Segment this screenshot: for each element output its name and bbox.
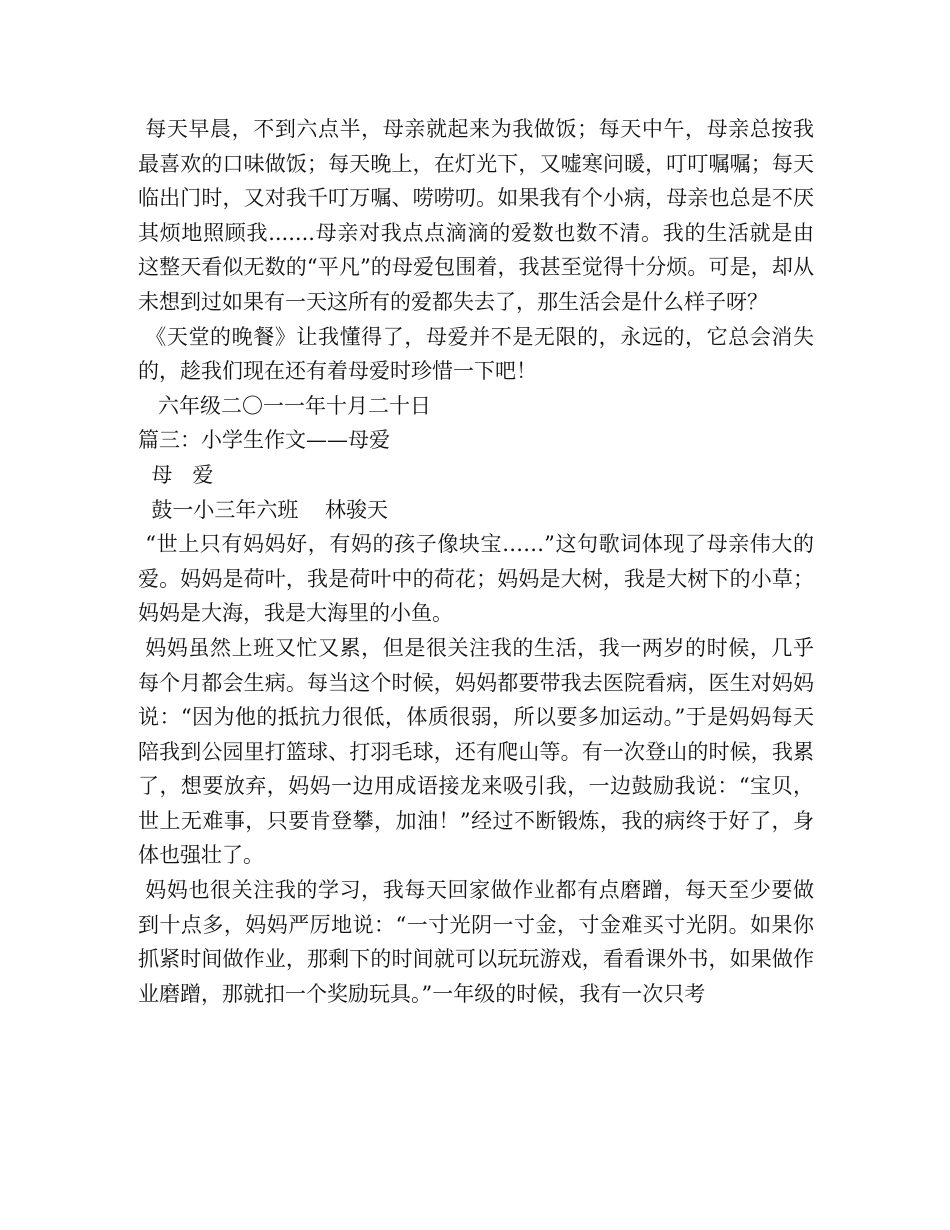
paragraph-song-lyric: “世上只有妈妈好，有妈的孩子像块宝……”这句歌词体现了母亲伟大的爱。妈妈是荷叶，我是荷叶中的荷花；妈妈是大树，我是大树下的小草；妈妈是大海，我是大海里的小鱼。 <box>138 532 814 626</box>
section-heading: 篇三：小学生作文——母爱 <box>138 428 390 453</box>
document-page <box>138 112 814 1011</box>
paragraph-date: 六年级二〇一一年十月二十日 <box>138 393 432 418</box>
essay-title: 母 爱 <box>138 462 214 487</box>
paragraph-study-care: 妈妈也很关注我的学习，我每天回家做作业都有点磨蹭，每天至少要做到十点多，妈妈严厉地说：“一寸光阴一寸金，寸金难买寸光阴。如果你抓紧时间做作业，那剩下的时间就可以玩玩游戏，看看课外书，如果做作业磨蹭，那就扣一个奖励玩具。”一年级的时候，我有一次只考 <box>138 878 815 1006</box>
paragraph-mother-daily-care: 每天早晨，不到六点半，母亲就起来为我做饭；每天中午，母亲总按我最喜欢的口味做饭；每天晚上，在灯光下，又嘘寒问暖，叮叮嘱嘱；每天临出门时，又对我千叮万嘱、唠唠叨。如果我有个小病，母亲也总是不厌其烦地照顾我.......母亲对我点点滴滴的爱数也数不清。我的生活就是由这整天看似无数的“平凡”的母爱包围着，我甚至觉得十分烦。可是，却从未想到过如果有一天这所有的爱都失去了，那生活会是什么样子呀？ <box>138 117 815 314</box>
paragraph-health-care: 妈妈虽然上班又忙又累，但是很关注我的生活，我一两岁的时候，几乎每个月都会生病。每当这个时候，妈妈都要带我去医院看病，医生对妈妈说：“因为他的抵抗力很低，体质很弱，所以要多加运动。”于是妈妈每天陪我到公园里打篮球、打羽毛球，还有爬山等。有一次登山的时候，我累了，想要放弃，妈妈一边用成语接龙来吸引我，一边鼓励我说：“宝贝，世上无难事，只要肯登攀，加油！”经过不断锻炼，我的病终于好了，身体也强壮了。 <box>138 635 815 868</box>
paragraph-heaven-dinner: 《天堂的晚餐》让我懂得了，母爱并不是无限的，永远的，它总会消失的，趁我们现在还有着母爱时珍惜一下吧！ <box>138 324 815 384</box>
essay-author: 鼓一小三年六班 林骏天 <box>138 497 389 522</box>
